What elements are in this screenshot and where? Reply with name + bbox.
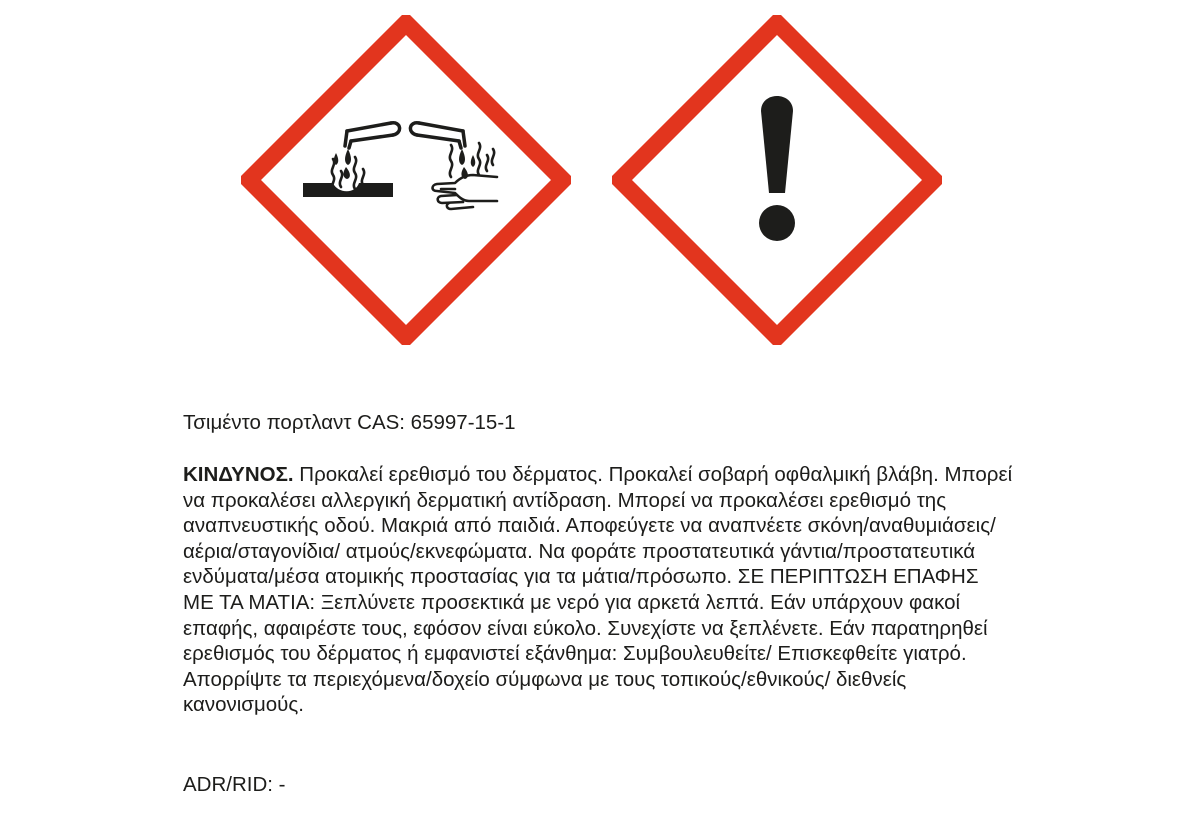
substance-identifier: Τσιμέντο πορτλαντ CAS: 65997-15-1 xyxy=(183,411,516,434)
hazard-precautionary-text: Προκαλεί ερεθισμό του δέρματος. Προκαλεί σοβαρή οφθαλμική βλάβη. Μπορεί να προκαλέσει αλλεργική δερματική αντίδραση. Μπορεί να προκαλέσει ερεθισμό της αναπνευστικής οδού. Μακριά από παιδιά. Αποφεύγετε να αναπνέετε σκόνη/αναθυμιάσεις/αέρια/σταγονίδια/ ατμούς/εκνεφώματα. Να φοράτε προστατευτικά γάντια/προστατευτικά ενδύματα/μέσα ατομικής προστασίας για τα μάτια/πρόσωπο. ΣΕ ΠΕΡΙΠΤΩΣΗ ΕΠΑΦΗΣ ΜΕ ΤΑ ΜΑΤΙΑ: Ξεπλύνετε προσεκτικά με νερό για αρκετά λεπτά. Εάν υπάρχουν φακοί επαφής, αφαιρέστε τους, εφόσον είναι εύκολο. Συνεχίστε να ξεπλένετε. Εάν παρατηρηθεί ερεθισμός του δέρματος ή εμφανιστεί εξάνθημα: Συμβουλευθείτε/ Επισκεφθείτε γιατρό. Απορρίψτε τα περιεχόμενα/δοχείο σύμφωνα με τους τοπικούς/εθνικούς/ διεθνείς κανονισμούς. xyxy=(183,463,1013,717)
corrosion-icon xyxy=(241,15,571,345)
signal-word: ΚΙΝΔΥΝΟΣ. xyxy=(183,463,294,486)
transport-classification: ADR/RID: - xyxy=(183,773,286,796)
ghs-corrosion-pictogram xyxy=(241,15,571,345)
hazard-statements xyxy=(183,462,1013,718)
ghs-exclamation-pictogram xyxy=(612,15,942,345)
exclamation-mark-icon xyxy=(612,15,942,345)
